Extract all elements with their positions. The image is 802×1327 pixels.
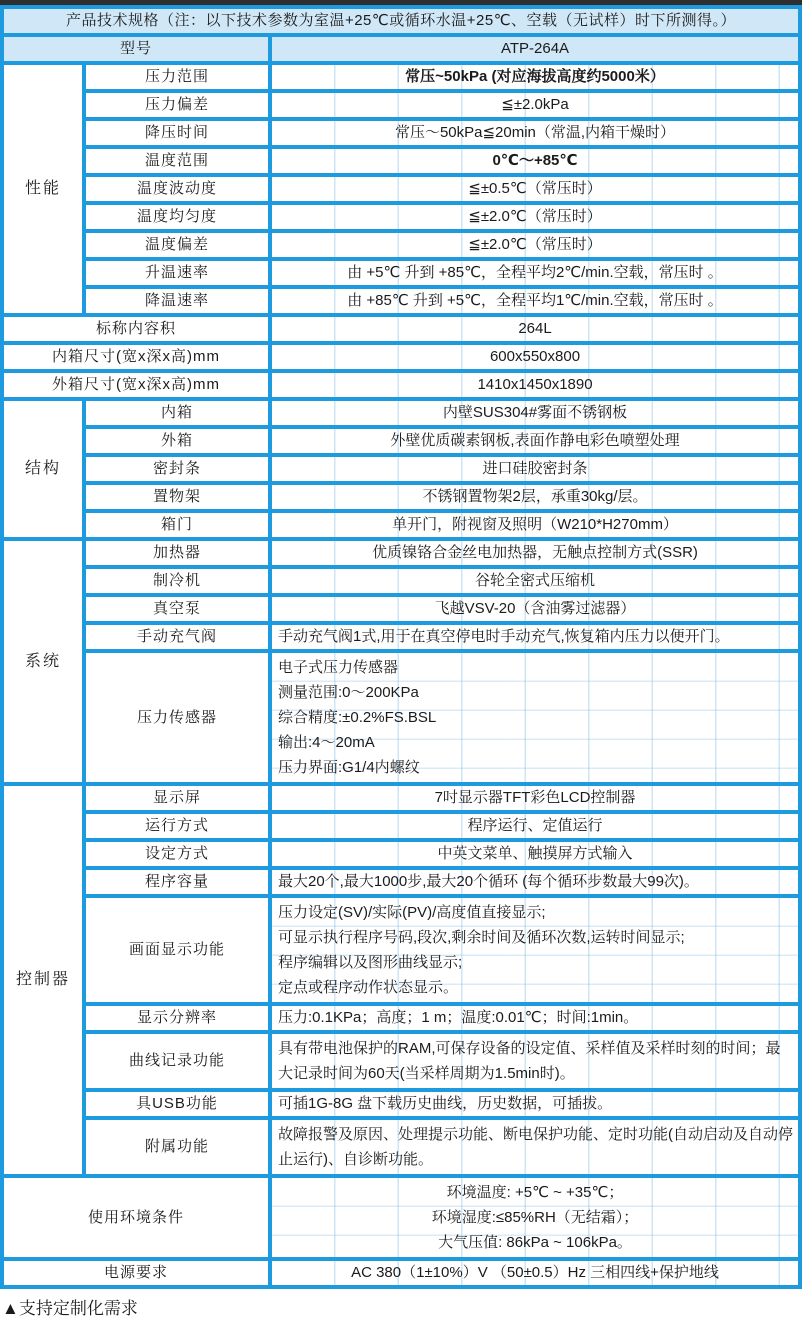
table-row: [4, 373, 798, 397]
param-label: 电源要求: [4, 1261, 268, 1285]
param-label: 加热器: [86, 541, 268, 565]
section-label: 系统: [4, 541, 82, 782]
table-row: [4, 205, 798, 229]
table-row: [4, 65, 798, 89]
value-line: 压力设定(SV)/实际(PV)/高度值直接显示;: [278, 904, 546, 921]
param-value: 手动充气阀1式,用于在真空停电时手动充气,恢复箱内压力以便开门。: [272, 625, 798, 649]
param-label: 程序容量: [86, 870, 268, 894]
param-value: [272, 653, 798, 782]
table-row: [4, 786, 798, 810]
table-row: [4, 177, 798, 201]
param-value: 进口硅胶密封条: [272, 457, 798, 481]
param-value: 最大20个,最大1000步,最大20个循环 (每个循环步数最大99次)。: [272, 870, 798, 894]
param-label: 密封条: [86, 457, 268, 481]
param-label: 温度均匀度: [86, 205, 268, 229]
model-label: 型号: [4, 37, 268, 61]
value-line: 环境湿度:≤85%RH（无结霜）；: [431, 1209, 639, 1226]
param-value: [272, 898, 798, 1002]
param-value: ≦±2.0kPa: [272, 93, 798, 117]
model-row: [4, 37, 798, 61]
param-value: 不锈钢置物架2层，承重30kg/层。: [272, 485, 798, 509]
param-value: 飞越VSV-20（含油雾过滤器）: [272, 597, 798, 621]
param-label: 外箱尺寸(宽x深x高)mm: [4, 373, 268, 397]
param-label: 压力偏差: [86, 93, 268, 117]
param-value: ≦±2.0℃（常压时）: [272, 205, 798, 229]
param-value: 中英文菜单、触摸屏方式输入: [272, 842, 798, 866]
value-line: 可显示执行程序号码,段次,剩余时间及循环次数,运转时间显示;: [278, 929, 685, 946]
table-row: [4, 289, 798, 313]
param-label: 设定方式: [86, 842, 268, 866]
table-row: [4, 121, 798, 145]
param-label: 真空泵: [86, 597, 268, 621]
param-value: 常压~50kPa (对应海拔高度约5000米）: [272, 65, 798, 89]
param-value: 外壁优质碳素钢板,表面作静电彩色喷塑处理: [272, 429, 798, 453]
section-label: 控制器: [4, 786, 82, 1174]
spec-table: [0, 5, 802, 1289]
model-value: ATP-264A: [272, 37, 798, 61]
value-line: 程序编辑以及图形曲线显示;: [278, 954, 463, 971]
table-row: [4, 429, 798, 453]
value-line: 大气压值: 86kPa ~ 106kPa。: [438, 1234, 632, 1251]
table-row: [4, 401, 798, 425]
param-label: 温度范围: [86, 149, 268, 173]
param-value: 内壁SUS304#雾面不锈钢板: [272, 401, 798, 425]
param-value: 故障报警及原因、处理提示功能、断电保护功能、定时功能(自动启动及自动停止运行)、自诊断功能。: [272, 1120, 798, 1174]
param-value: ≦±2.0℃（常压时）: [272, 233, 798, 257]
param-label: 压力范围: [86, 65, 268, 89]
value-line: 综合精度:±0.2%FS.BSL: [278, 709, 437, 726]
param-label: 运行方式: [86, 814, 268, 838]
value-line: 电子式压力传感器: [278, 659, 399, 676]
param-value: 常压～50kPa≦20min（常温,内箱干燥时）: [272, 121, 798, 145]
table-row: [4, 1034, 798, 1088]
param-label: 曲线记录功能: [86, 1034, 268, 1088]
param-label: 温度偏差: [86, 233, 268, 257]
param-label: 温度波动度: [86, 177, 268, 201]
param-label: 内箱: [86, 401, 268, 425]
param-value: AC 380（1±10%）V （50±0.5）Hz 三相四线+保护地线: [272, 1261, 798, 1285]
param-label: 显示分辨率: [86, 1006, 268, 1030]
table-row: [4, 261, 798, 285]
table-row: [4, 597, 798, 621]
param-label: 使用环境条件: [4, 1178, 268, 1257]
param-label: 画面显示功能: [86, 898, 268, 1002]
value-line: 测量范围:0～200KPa: [278, 684, 419, 701]
table-row: [4, 485, 798, 509]
table-title: 产品技术规格（注：以下技术参数为室温+25℃或循环水温+25℃、空载（无试样）时下所测得。）: [4, 9, 798, 33]
table-row: [4, 870, 798, 894]
param-label: 压力传感器: [86, 653, 268, 782]
param-value: 谷轮全密式压缩机: [272, 569, 798, 593]
param-value: 具有带电池保护的RAM,可保存设备的设定值、采样值及采样时刻的时间；最大记录时间为60天(当采样周期为1.5min时)。: [272, 1034, 798, 1088]
table-row: [4, 898, 798, 1002]
footer-note: ▲支持定制化需求: [2, 1299, 138, 1318]
param-label: 箱门: [86, 513, 268, 537]
param-value: 程序运行、定值运行: [272, 814, 798, 838]
table-row: [4, 814, 798, 838]
param-value: 0℃～+85℃: [272, 149, 798, 173]
table-row: [4, 1006, 798, 1030]
table-title-row: [4, 9, 798, 33]
table-row: [4, 541, 798, 565]
table-row: [4, 625, 798, 649]
table-row: [4, 653, 798, 782]
param-value: 由 +5℃ 升到 +85℃，全程平均2℃/min.空载，常压时 。: [272, 261, 798, 285]
param-label: 降压时间: [86, 121, 268, 145]
section-label: 性能: [4, 65, 82, 313]
table-row: [4, 93, 798, 117]
param-label: 制冷机: [86, 569, 268, 593]
table-row: [4, 149, 798, 173]
param-value: 7吋显示器TFT彩色LCD控制器: [272, 786, 798, 810]
table-row: [4, 1120, 798, 1174]
param-value: [272, 1178, 798, 1257]
param-value: 1410x1450x1890: [272, 373, 798, 397]
param-value: 优质镍铬合金丝电加热器，无触点控制方式(SSR): [272, 541, 798, 565]
table-row: [4, 457, 798, 481]
param-label: 具USB功能: [86, 1092, 268, 1116]
param-label: 外箱: [86, 429, 268, 453]
param-value: ≦±0.5℃（常压时）: [272, 177, 798, 201]
value-line: 压力界面:G1/4内螺纹: [278, 759, 420, 776]
param-label: 升温速率: [86, 261, 268, 285]
section-label: 结构: [4, 401, 82, 537]
param-value: 264L: [272, 317, 798, 341]
param-label: 内箱尺寸(宽x深x高)mm: [4, 345, 268, 369]
param-value: 可插1G-8G 盘下载历史曲线，历史数据，可插拔。: [272, 1092, 798, 1116]
table-row: [4, 233, 798, 257]
table-row: [4, 1092, 798, 1116]
param-label: 置物架: [86, 485, 268, 509]
table-row: [4, 842, 798, 866]
table-row: [4, 1178, 798, 1257]
param-label: 附属功能: [86, 1120, 268, 1174]
param-label: 手动充气阀: [86, 625, 268, 649]
table-row: [4, 569, 798, 593]
param-value: 压力:0.1KPa；高度；1 m；温度:0.01℃；时间:1min。: [272, 1006, 798, 1030]
param-label: 显示屏: [86, 786, 268, 810]
param-value: 由 +85℃ 升到 +5℃，全程平均1℃/min.空载，常压时 。: [272, 289, 798, 313]
param-label: 降温速率: [86, 289, 268, 313]
value-line: 环境温度: +5℃ ~ +35℃；: [446, 1184, 624, 1201]
value-line: 定点或程序动作状态显示。: [278, 979, 459, 996]
param-value: 单开门，附视窗及照明（W210*H270mm）: [272, 513, 798, 537]
table-row: [4, 317, 798, 341]
table-row: [4, 1261, 798, 1285]
table-row: [4, 345, 798, 369]
param-value: 600x550x800: [272, 345, 798, 369]
param-label: 标称内容积: [4, 317, 268, 341]
value-line: 输出:4～20mA: [278, 734, 375, 751]
table-row: [4, 513, 798, 537]
